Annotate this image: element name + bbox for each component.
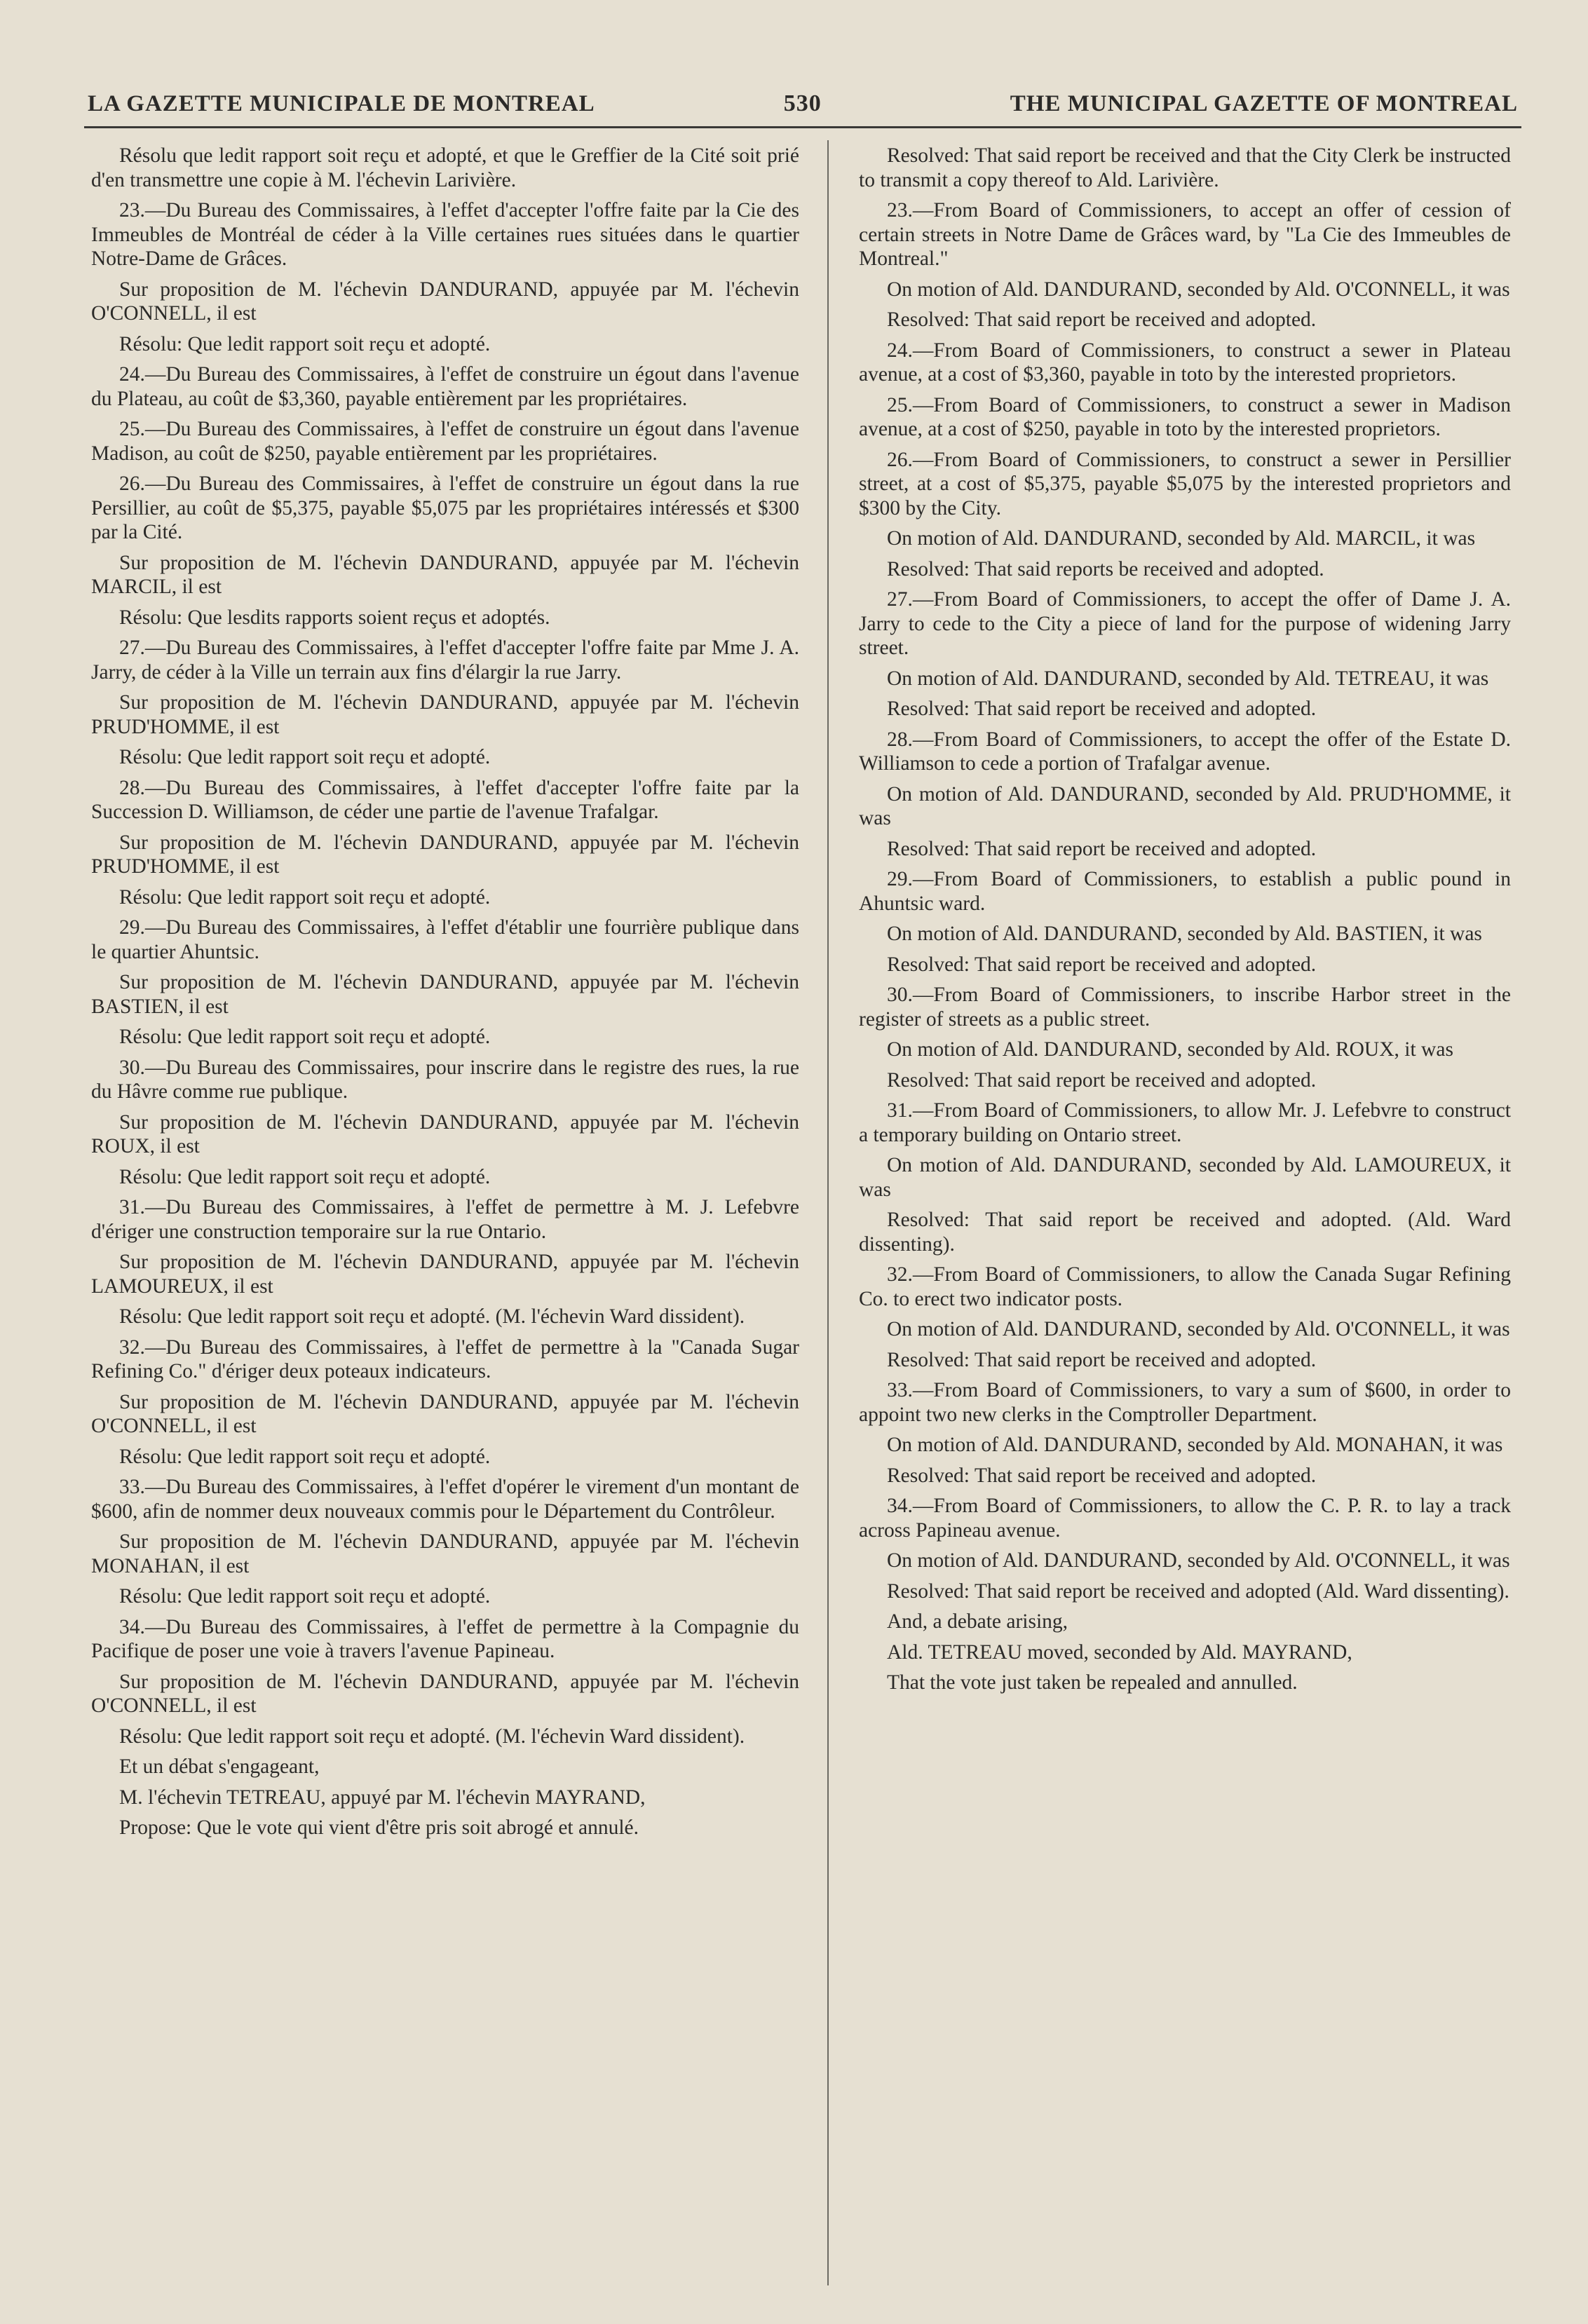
paragraph: Et un débat s'engageant,: [119, 1755, 320, 1778]
paragraph: 23.—From Board of Commissioners, to accept an offer of cession of certain streets in Notre Dame de Grâces ward, by "La Cie des Immeubles de Montreal.": [859, 199, 1511, 270]
paragraph: Résolu: Que ledit rapport soit reçu et adopté.: [119, 885, 491, 909]
paragraph: Resolved: That said report be received and adopted.: [887, 953, 1317, 976]
paragraph: 24.—From Board of Commissioners, to construct a sewer in Plateau avenue, at a cost of $3,360, payable in toto by the interested proprietors.: [859, 339, 1511, 386]
paragraph: Sur proposition de M. l'échevin DANDURAND, appuyée par M. l'échevin O'CONNELL, il est: [91, 1670, 799, 1717]
paragraph: On motion of Ald. DANDURAND, seconded by Ald. MARCIL, it was: [887, 527, 1476, 550]
paragraph: That the vote just taken be repealed and annulled.: [887, 1671, 1298, 1694]
paragraph: Résolu que ledit rapport soit reçu et adopté, et que le Greffier de la Cité soit prié d'en transmettre une copie à M. l'échevin Larivière.: [91, 144, 799, 191]
paragraph: 29.—From Board of Commissioners, to establish a public pound in Ahuntsic ward.: [859, 868, 1511, 915]
paragraph: On motion of Ald. DANDURAND, seconded by Ald. O'CONNELL, it was: [887, 1318, 1510, 1340]
paragraph: Propose: Que le vote qui vient d'être pris soit abrogé et annulé.: [119, 1816, 639, 1839]
paragraph: 31.—Du Bureau des Commissaires, à l'effet de permettre à M. J. Lefebvre d'ériger une construction temporaire sur la rue Ontario.: [91, 1196, 799, 1243]
paragraph: 23.—Du Bureau des Commissaires, à l'effet d'accepter l'offre faite par la Cie des Immeubles de Montréal de céder à la Ville certaines rues situées dans le quartier Notre-Dame de Grâces.: [91, 199, 799, 270]
paragraph: Sur proposition de M. l'échevin DANDURAND, appuyée par M. l'échevin O'CONNELL, il est: [91, 1390, 799, 1437]
paragraph: 28.—From Board of Commissioners, to accept the offer of the Estate D. Williamson to cede a portion of Trafalgar avenue.: [859, 728, 1511, 775]
paragraph: 27.—Du Bureau des Commissaires, à l'effet d'accepter l'offre faite par Mme J. A. Jarry, de céder à la Ville un terrain aux fins d'élargir la rue Jarry.: [91, 637, 799, 684]
paragraph: Sur proposition de M. l'échevin DANDURAND, appuyée par M. l'échevin LAMOUREUX, il est: [91, 1251, 799, 1298]
paragraph: Resolved: That said report be received and adopted.: [887, 1348, 1317, 1371]
paragraph: Sur proposition de M. l'échevin DANDURAND, appuyée par M. l'échevin ROUX, il est: [91, 1110, 799, 1157]
paragraph: M. l'échevin TETREAU, appuyé par M. l'échevin MAYRAND,: [119, 1786, 646, 1809]
french-column: [91, 144, 799, 2289]
paragraph: Sur proposition de M. l'échevin DANDURAND, appuyée par M. l'échevin MONAHAN, il est: [91, 1530, 799, 1577]
paragraph: On motion of Ald. DANDURAND, seconded by Ald. PRUD'HOMME, it was: [859, 782, 1511, 829]
english-column: [859, 144, 1511, 2289]
paragraph: Resolved: That said report be received and that the City Clerk be instructed to transmit a copy thereof to Ald. Larivière.: [859, 144, 1511, 191]
paragraph: 30.—From Board of Commissioners, to inscribe Harbor street in the register of streets as a public street.: [859, 984, 1511, 1031]
paragraph: On motion of Ald. DANDURAND, seconded by Ald. O'CONNELL, it was: [887, 278, 1510, 301]
paragraph: Résolu: Que ledit rapport soit reçu et adopté. (M. l'échevin Ward dissident).: [119, 1305, 745, 1328]
paragraph: 31.—From Board of Commissioners, to allow Mr. J. Lefebvre to construct a temporary building on Ontario street.: [859, 1099, 1511, 1146]
paragraph: 33.—From Board of Commissioners, to vary a sum of $600, in order to appoint two new clerks in the Comptroller Department.: [859, 1379, 1511, 1426]
paragraph: Resolved: That said report be received and adopted.: [887, 1464, 1317, 1487]
paragraph: 27.—From Board of Commissioners, to accept the offer of Dame J. A. Jarry to cede to the City a piece of land for the purpose of widening Jarry street.: [859, 588, 1511, 659]
paragraph: 26.—Du Bureau des Commissaires, à l'effet de construire un égout dans la rue Persillier, au coût de $5,375, payable $5,075 par les propriétaires intéressés et $300 par la Cité.: [91, 473, 799, 543]
paragraph: Sur proposition de M. l'échevin DANDURAND, appuyée par M. l'échevin PRUD'HOMME, il est: [91, 691, 799, 738]
paragraph: 29.—Du Bureau des Commissaires, à l'effet d'établir une fourrière publique dans le quartier Ahuntsic.: [91, 916, 799, 963]
paragraph: Resolved: That said reports be received and adopted.: [887, 557, 1324, 580]
paragraph: Résolu: Que ledit rapport soit reçu et adopté.: [119, 1026, 491, 1048]
paragraph: Résolu: Que ledit rapport soit reçu et adopté.: [119, 746, 491, 768]
paragraph: Resolved: That said report be received and adopted. (Ald. Ward dissenting).: [859, 1209, 1511, 1256]
paragraph: 30.—Du Bureau des Commissaires, pour inscrire dans le registre des rues, la rue du Hâvre comme rue publique.: [91, 1056, 799, 1103]
paragraph: Résolu: Que ledit rapport soit reçu et adopté.: [119, 1445, 491, 1468]
paragraph: 25.—From Board of Commissioners, to construct a sewer in Madison avenue, at a cost of $250, payable in toto by the interested proprietors.: [859, 393, 1511, 440]
paragraph: Sur proposition de M. l'échevin DANDURAND, appuyée par M. l'échevin O'CONNELL, il est: [91, 278, 799, 325]
page-number: 530: [783, 90, 822, 116]
paragraph: Résolu: Que ledit rapport soit reçu et adopté.: [119, 1585, 491, 1608]
paragraph: On motion of Ald. DANDURAND, seconded by Ald. O'CONNELL, it was: [887, 1549, 1510, 1572]
paragraph: Résolu: Que lesdits rapports soient reçus et adoptés.: [119, 606, 550, 629]
paragraph: On motion of Ald. DANDURAND, seconded by Ald. BASTIEN, it was: [887, 923, 1482, 945]
paragraph: Résolu: Que ledit rapport soit reçu et adopté. (M. l'échevin Ward dissident).: [119, 1725, 745, 1748]
paragraph: On motion of Ald. DANDURAND, seconded by Ald. TETREAU, it was: [887, 667, 1489, 690]
paragraph: 26.—From Board of Commissioners, to construct a sewer in Persillier street, at a cost of $5,375, payable $5,075 by the interested proprietors and $300 by the City.: [859, 448, 1511, 519]
column-divider: [827, 140, 829, 2285]
paragraph: 28.—Du Bureau des Commissaires, à l'effet d'accepter l'offre faite par la Succession D. Williamson, de céder une partie de l'avenue Trafalgar.: [91, 776, 799, 823]
paragraph: 32.—From Board of Commissioners, to allow the Canada Sugar Refining Co. to erect two indicator posts.: [859, 1263, 1511, 1310]
paragraph: On motion of Ald. DANDURAND, seconded by Ald. ROUX, it was: [887, 1038, 1453, 1061]
paragraph: 32.—Du Bureau des Commissaires, à l'effet de permettre à la "Canada Sugar Refining Co." d'ériger deux poteaux indicateurs.: [91, 1336, 799, 1382]
paragraph: 34.—From Board of Commissioners, to allow the C. P. R. to lay a track across Papineau avenue.: [859, 1495, 1511, 1542]
paragraph: 24.—Du Bureau des Commissaires, à l'effet de construire un égout dans l'avenue du Plateau, au coût de $3,360, payable entièrement par les propriétaires.: [91, 363, 799, 410]
paragraph: Resolved: That said report be received and adopted (Ald. Ward dissenting).: [887, 1579, 1509, 1603]
header-english-title: THE MUNICIPAL GAZETTE OF MONTREAL: [1010, 90, 1518, 116]
page-header: [88, 83, 1518, 125]
paragraph: Resolved: That said report be received and adopted.: [887, 837, 1317, 860]
paragraph: 33.—Du Bureau des Commissaires, à l'effet d'opérer le virement d'un montant de $600, afin de nommer deux nouveaux commis pour le Département du Contrôleur.: [91, 1476, 799, 1523]
paragraph: 25.—Du Bureau des Commissaires, à l'effet de construire un égout dans l'avenue Madison, au coût de $250, payable entièrement par les propriétaires.: [91, 418, 799, 465]
paragraph: Sur proposition de M. l'échevin DANDURAND, appuyée par M. l'échevin BASTIEN, il est: [91, 971, 799, 1018]
header-rule: [84, 126, 1521, 128]
paragraph: Resolved: That said report be received and adopted.: [887, 308, 1317, 331]
paragraph: Sur proposition de M. l'échevin DANDURAND, appuyée par M. l'échevin PRUD'HOMME, il est: [91, 831, 799, 878]
paragraph: On motion of Ald. DANDURAND, seconded by Ald. LAMOUREUX, it was: [859, 1154, 1511, 1201]
paragraph: Résolu: Que ledit rapport soit reçu et adopté.: [119, 332, 491, 355]
header-french-title: LA GAZETTE MUNICIPALE DE MONTREAL: [88, 90, 595, 116]
paragraph: And, a debate arising,: [887, 1610, 1068, 1633]
paragraph: Sur proposition de M. l'échevin DANDURAND, appuyée par M. l'échevin MARCIL, il est: [91, 551, 799, 598]
paragraph: 34.—Du Bureau des Commissaires, à l'effet de permettre à la Compagnie du Pacifique de poser une voie à travers l'avenue Papineau.: [91, 1615, 799, 1662]
paragraph: Resolved: That said report be received and adopted.: [887, 1068, 1317, 1092]
paragraph: Ald. TETREAU moved, seconded by Ald. MAYRAND,: [887, 1640, 1352, 1664]
paragraph: Resolved: That said report be received and adopted.: [887, 698, 1317, 720]
paragraph: On motion of Ald. DANDURAND, seconded by Ald. MONAHAN, it was: [887, 1434, 1503, 1456]
paragraph: Résolu: Que ledit rapport soit reçu et adopté.: [119, 1165, 491, 1188]
